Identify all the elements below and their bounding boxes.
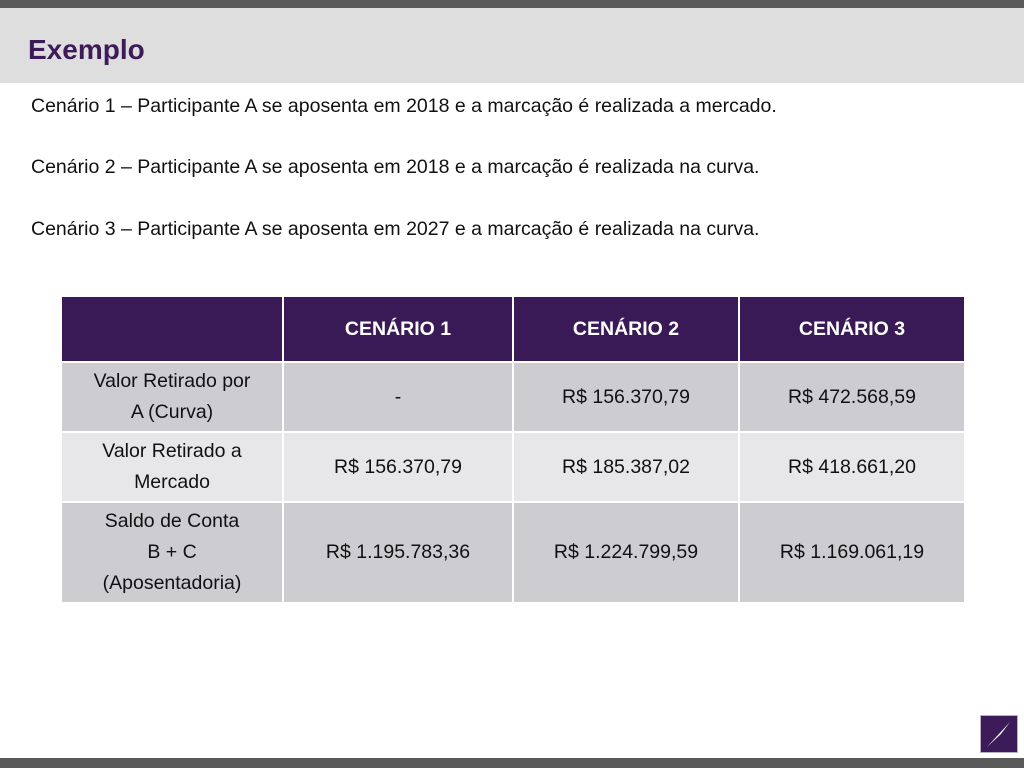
title-band [0, 8, 1024, 83]
bottom-frame-bar [0, 758, 1024, 768]
table-cell: R$ 156.370,79 [283, 432, 513, 502]
row-label-line: Valor Retirado por [93, 370, 251, 392]
scenario-1-text: Cenário 1 – Participante A se aposenta em 2018 e a marcação é realizada a mercado. [31, 95, 777, 117]
row-label-line: Valor Retirado a [102, 440, 242, 462]
diagonal-arrow-logo-icon [980, 715, 1018, 753]
header-empty-cell [61, 296, 283, 362]
row-label [61, 502, 283, 603]
top-frame-bar [0, 0, 1024, 8]
scenario-3-text: Cenário 3 – Participante A se aposenta em 2027 e a marcação é realizada na curva. [31, 218, 760, 240]
table-cell: R$ 1.224.799,59 [513, 502, 739, 603]
slide-title: Exemplo [28, 34, 145, 65]
row-label-line: Mercado [134, 471, 210, 493]
table-cell: R$ 1.195.783,36 [283, 502, 513, 603]
table-cell: R$ 185.387,02 [513, 432, 739, 502]
header-cenario-3: CENÁRIO 3 [739, 296, 965, 362]
table-row [61, 502, 965, 603]
table-cell: R$ 1.169.061,19 [739, 502, 965, 603]
table-cell: R$ 156.370,79 [513, 362, 739, 432]
row-label-line: A (Curva) [130, 401, 214, 423]
row-label-line: (Aposentadoria) [102, 572, 242, 594]
table-row [61, 432, 965, 502]
scenario-2-text: Cenário 2 – Participante A se aposenta em 2018 e a marcação é realizada na curva. [31, 156, 760, 178]
logo-mark-icon [981, 716, 1017, 752]
table-cell: R$ 418.661,20 [739, 432, 965, 502]
row-label [61, 432, 283, 502]
header-cenario-2: CENÁRIO 2 [513, 296, 739, 362]
table-cell: R$ 472.568,59 [739, 362, 965, 432]
row-label-line: B + C [147, 541, 197, 563]
row-label [61, 362, 283, 432]
table-cell: - [283, 362, 513, 432]
comparison-table [60, 295, 966, 604]
table-row [61, 362, 965, 432]
row-label-line: Saldo de Conta [104, 510, 240, 532]
table-header-row [61, 296, 965, 362]
header-cenario-1: CENÁRIO 1 [283, 296, 513, 362]
